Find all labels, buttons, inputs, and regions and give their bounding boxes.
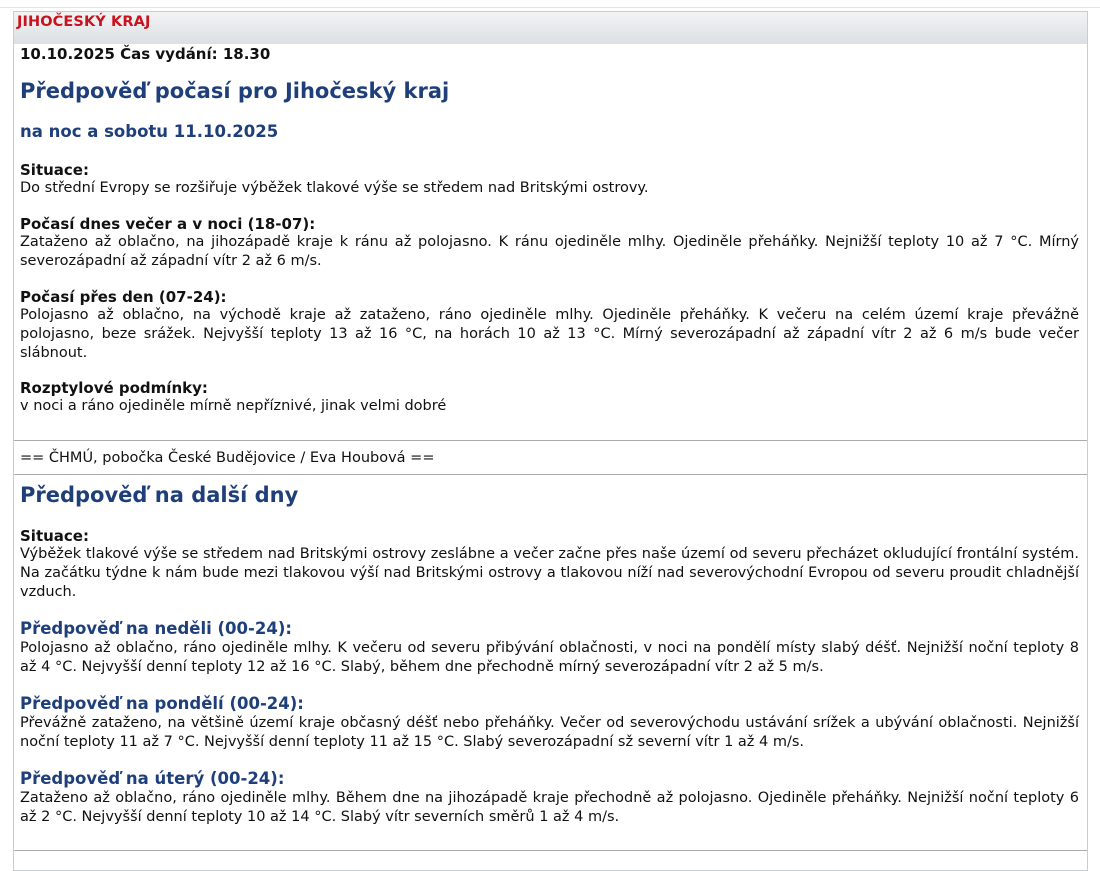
section-label-dispersion: Rozptylové podmínky: xyxy=(20,379,208,397)
forecast-panel xyxy=(13,11,1088,871)
section-text-day: Polojasno až oblačno, na východě kraje až zataženo, ráno ojediněle mlhy. Ojediněle přeháňky. K večeru na celém území kraje převážně polojasno, beze srážek. Nejvyšší teploty 13 až 16 °C, na horách 10 až 13 °C. Mírný severozápadní až západní vítr 2 až 6 m/s bude večer slábnout. xyxy=(20,307,1079,361)
outlook-sunday-text: Polojasno až oblačno, ráno ojediněle mlhy. K večeru od severu přibývání oblačnosti, v noci na pondělí místy slabý déšť. Nejnižší noční teploty 8 až 4 °C. Nejvyšší denní teploty 12 až 16 °C. Slabý, během dne přechodně mírný severozápadní vítr 2 až 5 m/s. xyxy=(20,640,1079,675)
outlook-monday-heading: Předpověď na pondělí (00-24): xyxy=(20,694,304,713)
top-divider xyxy=(0,0,1100,8)
outlook-monday-text: Převážně zataženo, na většině území kraje občasný déšť nebo přeháňky. Večer od severovýchodu ustávání srížek a ubývání oblačnosti. Nejnižší noční teploty 11 až 7 °C. Nejvyšší denní teploty 11 až 15 °C. Slabý severozápadní sž severní vítr 1 až 4 m/s. xyxy=(20,715,1079,750)
section-text-tonight: Zataženo až oblačno, na jihozápadě kraje k ránu až polojasno. K ránu ojediněle mlhy. Ojediněle přeháňky. Nejnižší teploty 10 až 7 °C. Mírný severozápadní až západní vítr 2 až 6 m/s. xyxy=(20,234,1079,269)
forecast-title: Předpověď počasí pro Jihočeský kraj xyxy=(20,79,450,103)
divider xyxy=(14,850,1087,851)
issue-date: 10.10.2025 Čas vydání: 18.30 xyxy=(20,45,271,63)
outlook-sunday-heading: Předpověď na neděli (00-24): xyxy=(20,619,292,638)
divider xyxy=(14,440,1087,441)
region-title: JIHOČESKÝ KRAJ xyxy=(17,14,151,30)
divider xyxy=(14,474,1087,475)
signature: == ČHMÚ, pobočka České Budějovice / Eva Houbová == xyxy=(20,450,435,466)
panel-header xyxy=(14,12,1087,44)
outlook-tuesday-heading: Předpověď na úterý (00-24): xyxy=(20,769,285,788)
section-label-day: Počasí přes den (07-24): xyxy=(20,288,227,306)
section-label-situation: Situace: xyxy=(20,161,89,179)
outlook-situation-text: Výběžek tlakové výše se středem nad Britskými ostrovy zeslábne a večer začne přes naše území od severu přecházet okludující frontální systém. Na začátku týdne k nám bude mezi tlakovou výší nad Britskými ostrovy a tlakovou níží nad severovýchodní Evropou od severu proudit chladnější vzduch. xyxy=(20,546,1079,600)
forecast-subtitle: na noc a sobotu 11.10.2025 xyxy=(20,122,279,141)
section-text-situation: Do střední Evropy se rozšiřuje výběžek tlakové výše se středem nad Britskými ostrovy. xyxy=(20,180,649,196)
section-label-tonight: Počasí dnes večer a v noci (18-07): xyxy=(20,215,316,233)
outlook-tuesday-text: Zataženo až oblačno, ráno ojediněle mlhy. Během dne na jihozápadě kraje přechodně až polojasno. Ojediněle přeháňky. Nejnižší noční teploty 6 až 2 °C. Nejvyšší denní teploty 10 až 14 °C. Slabý vítr severních směrů 1 až 4 m/s. xyxy=(20,790,1079,825)
outlook-situation-label: Situace: xyxy=(20,527,89,545)
section-text-dispersion: v noci a ráno ojediněle mírně nepříznivé, jinak velmi dobré xyxy=(20,398,447,414)
forecast-content xyxy=(20,43,1079,825)
outlook-title: Předpověď na další dny xyxy=(20,483,299,507)
